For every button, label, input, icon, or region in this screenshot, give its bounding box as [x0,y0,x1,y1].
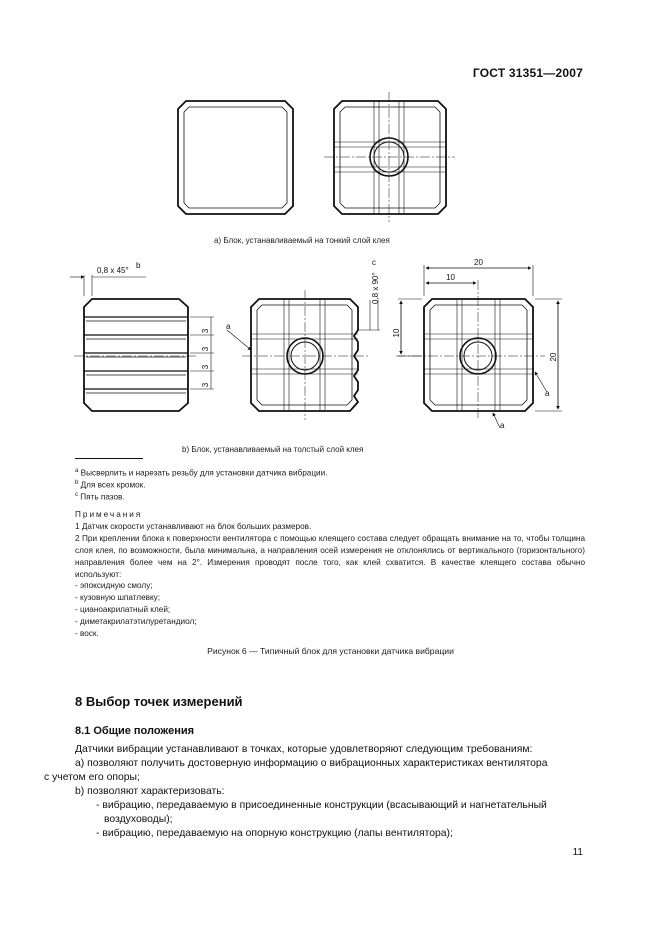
intro-text: Датчики вибрации устанавливают в точках, которые удовлетворяют следующим требованиям: [75,744,533,755]
block-a-threaded [324,92,455,222]
section-heading: 8 Выбор точек измерений [75,694,243,709]
item-a-line-2: с учетом его опоры; [44,772,140,783]
caption-b: b) Блок, устанавливаемый на толстый слой клея [182,445,364,454]
dim-pitch-1: 3 [201,328,210,334]
dim-pitch-4: 3 [201,382,210,388]
block-drawing [0,0,661,460]
label-a-bottom: a [500,421,505,430]
dim-groove: 0,8 x 90° [371,272,380,304]
footnote-b: $^b$ Для всех кромок. [75,480,146,490]
block-b-grooved-side [70,275,214,411]
dim-chamfer: 0,8 x 45° [97,266,129,275]
item-b: b) позволяют характеризовать: [75,786,225,797]
sub-item-1-line-2: воздуховоды); [104,814,173,825]
subsection-heading: 8.1 Общие положения [75,725,195,737]
sub-item-2: - вибрацию, передаваемую на опорную конструкцию (лапы вентилятора); [96,828,453,839]
footnote-separator [75,458,143,459]
notes-title: Примечания [75,510,143,519]
block-b-right [396,265,562,428]
footnote-c: $^c$ Пять пазов. [75,492,125,502]
label-a-right: a [545,389,550,398]
note-item-5: - воск. [75,629,99,638]
dim-chamfer-mark: b [136,261,141,270]
dim-width-half: 10 [446,273,455,282]
note-item-3: - цианоакрилатный клей; [75,605,171,614]
note-item-1: - эпоксидную смолу; [75,581,153,590]
note-1: 1 Датчик скорости устанавливают на блок больших размеров. [75,522,312,531]
dim-height-total: 20 [549,352,558,362]
standard-number: ГОСТ 31351—2007 [472,66,583,80]
footnote-a: $^a$ Высверлить и нарезать резьбу для установки датчика вибрации. [75,468,328,478]
block-b-middle [227,290,380,420]
figure-title: Рисунок 6 — Типичный блок для установки датчика вибрации [207,646,454,656]
page-number: 11 [572,847,583,858]
note-item-4: - диметакрилатэтилуретандиол; [75,617,197,626]
dim-height-half: 10 [392,328,401,338]
note-item-2: - кузовную шпатлевку; [75,593,161,602]
caption-a: a) Блок, устанавливаемый на тонкий слой клея [214,236,390,245]
block-a-plain [178,101,293,214]
label-a-left: a [226,322,231,331]
item-a-line-1: a) позволяют получить достоверную информацию о вибрационных характеристиках вентилятора [75,758,548,769]
dim-pitch-2: 3 [201,346,210,352]
note-2: 2 При креплении блока к поверхности вентилятора с помощью клеящего состава следует обращать внимание на то, чтобы толщина слоя клея, по возможности, была минимальна, а направления осей измерения не отклонялись от вертикального (горизонтального) направления более чем на 2°. Измерения проводят после того, как клей схватится. В качестве клеящего состава обычно используют: [75,534,585,579]
dim-width-total: 20 [474,258,483,267]
sub-item-1-line-1: - вибрацию, передаваемую в присоединенные конструкции (всасывающий и нагнетательный [96,800,547,811]
dim-groove-mark: c [372,258,376,267]
dim-pitch-3: 3 [201,364,210,370]
